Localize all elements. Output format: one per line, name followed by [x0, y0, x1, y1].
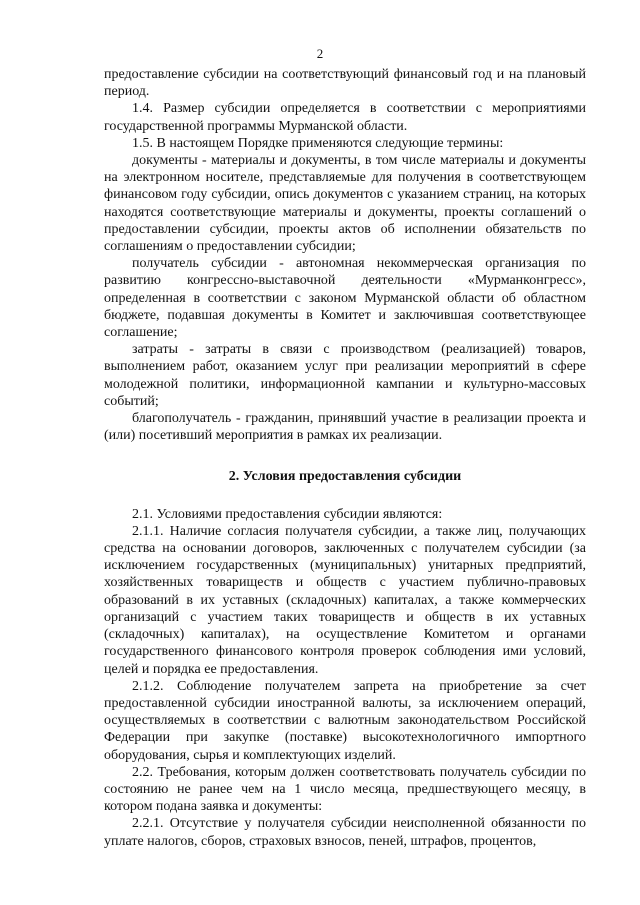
paragraph: документы - материалы и документы, в том числе материалы и документы на электронном носителе, представляемые для получения в соответствующем финансовом году субсидии, опись документов с указанием страниц, на которых находятся соответствующие материалы и документы, проекты соглашений о предоставлении субсидии, проекты актов об исполнении обязательств по соглашениям о предоставлении субсидии; — [104, 153, 586, 255]
paragraph: 1.5. В настоящем Порядке применяются следующие термины: — [132, 135, 504, 151]
paragraph: получатель субсидии - автономная некоммерческая организация по развитию конгрессно-выставочной деятельности «Мурманконгресс», определенная в соответствии с законом Мурманской области об областном бюджете, подавшая документы в Комитет и заключившая соответствующее соглашение; — [104, 256, 586, 341]
paragraph: 2.1. Условиями предоставления субсидии являются: — [132, 506, 443, 522]
paragraph: 2.1.2. Соблюдение получателем запрета на приобретение за счет предоставленной субсидии иностранной валюты, за исключением операций, осуществляемых в соответствии с валютным законодательством Российской Федерации при закупке (поставке) высокотехнологичного импортного оборудования, сырья и комплектующих изделий. — [104, 678, 586, 763]
paragraphs-before-section — [104, 66, 586, 444]
paragraph: 2.2. Требования, которым должен соответствовать получатель субсидии по состоянию не ранее чем на 1 число месяца, предшествующего месяцу, в котором подана заявка и документы: — [104, 764, 586, 815]
page-number: 2 — [316, 46, 324, 61]
paragraph: 1.4. Размер субсидии определяется в соответствии с мероприятиями государственной программы Мурманской области. — [104, 101, 586, 134]
document-body — [104, 66, 586, 850]
paragraph: благополучатель - гражданин, принявший участие в реализации проекта и (или) посетивший мероприятия в рамках их реализации. — [104, 411, 586, 444]
paragraph: затраты - затраты в связи с производством (реализацией) товаров, выполнением работ, оказанием услуг при реализации мероприятий в сфере молодежной политики, информационной кампании и культурно-массовых событий; — [104, 342, 586, 409]
paragraph: 2.2.1. Отсутствие у получателя субсидии неисполненной обязанности по уплате налогов, сборов, страховых взносов, пеней, штрафов, процентов, — [104, 816, 586, 849]
paragraphs-after-section — [104, 506, 586, 850]
paragraph: 2.1.1. Наличие согласия получателя субсидии, а также лиц, получающих средства на основании договоров, заключенных с получателем субсидии (за исключением государственных (муниципальных) унитарных предприятий, хозяйственных товариществ и обществ с участием публично-правовых образований в их уставных (складочных) капиталах, а также коммерческих организаций с участием таких товариществ и обществ в их уставных (складочных) капиталах), на осуществление Комитетом и органами государственного финансового контроля проверок соблюдения ими условий, целей и порядка ее предоставления. — [104, 523, 586, 677]
section-heading: 2. Условия предоставления субсидии — [228, 469, 462, 485]
paragraph: предоставление субсидии на соответствующий финансовый год и на плановый период. — [104, 67, 586, 100]
